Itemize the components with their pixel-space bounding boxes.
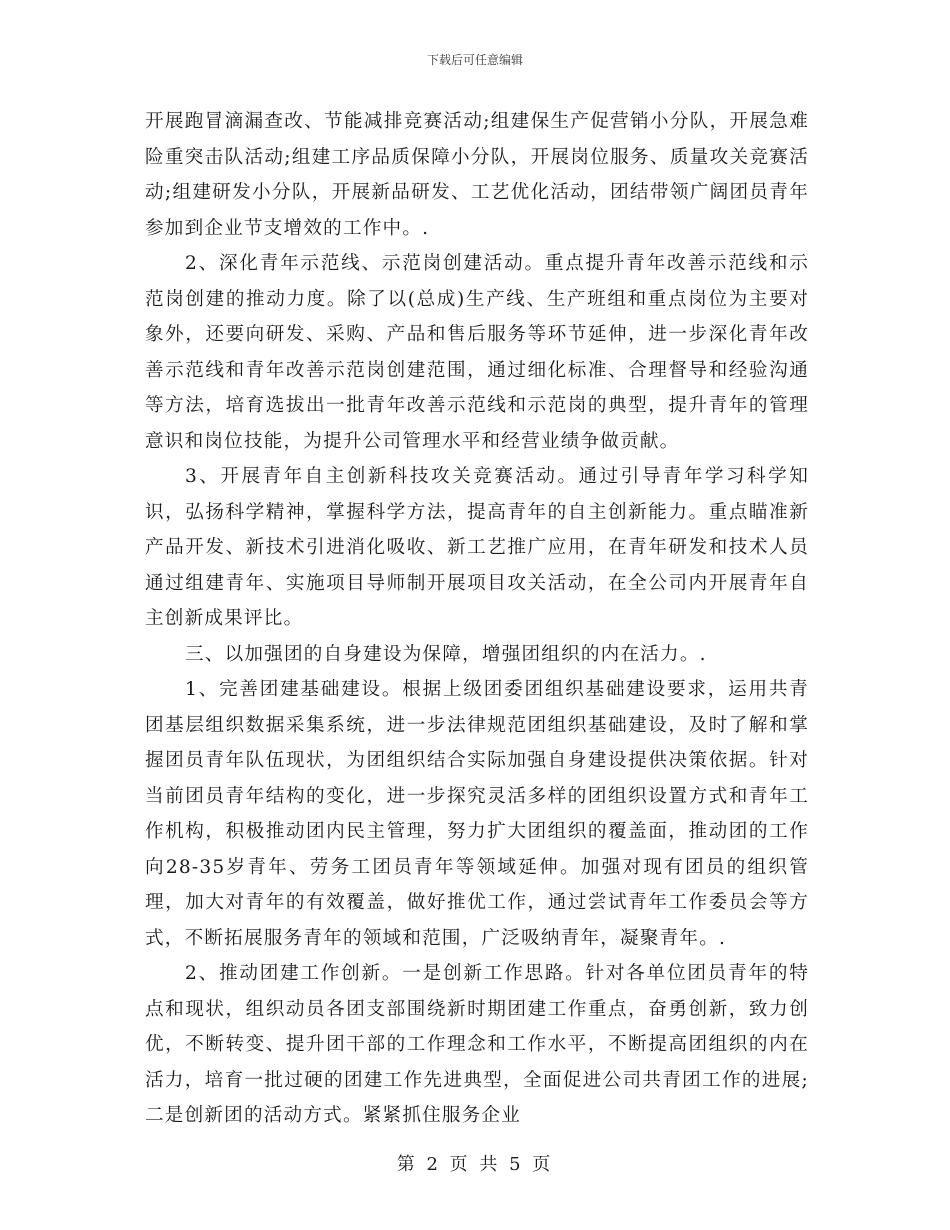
page-header: 下载后可任意编辑 bbox=[426, 53, 523, 67]
paragraph-4: 1、完善团建基础建设。根据上级团委团组织基础建设要求，运用共青团基层组织数据采集系统，进一步法律规范团组织基础建设，及时了解和掌握团员青年队伍现状，为团组织结合实际加强自身建设提供决策依据。针对当前团员青年结构的变化，进一步探究灵活多样的团组织设置方式和青年工作机构，积极推动团内民主管理，努力扩大团组织的覆盖面，推动团的工作向28-35岁青年、劳务工团员青年等领域延伸。加强对现有团员的组织管理，加大对青年的有效覆盖，做好推优工作，通过尝试青年工作委员会等方式，不断拓展服务青年的领域和范围，广泛吸纳青年，凝聚青年。. bbox=[145, 679, 809, 949]
paragraph-2: 2、深化青年示范线、示范岗创建活动。重点提升青年改善示范线和示范岗创建的推动力度。除了以(总成)生产线、生产班组和重点岗位为主要对象外，还要向研发、采购、产品和售后服务等环节延伸，进一步深化青年改善示范线和青年改善示范岗创建范围，通过细化标准、合理督导和经验沟通等方法，培育选拔出一批青年改善示范线和示范岗的典型，提升青年的管理意识和岗位技能，为提升公司管理水平和经营业绩争做贡献。 bbox=[145, 253, 809, 452]
page-number: 第 2 页 共 5 页 bbox=[396, 1154, 554, 1175]
paragraph-5: 2、推动团建工作创新。一是创新工作思路。针对各单位团员青年的特点和现状，组织动员各团支部围绕新时期团建工作重点，奋勇创新，致力创优，不断转变、提升团干部的工作理念和工作水平，不断提高团组织的内在活力，培育一批过硬的团建工作先进典型，全面促进公司共青团工作的进展;二是创新团的活动方式。紧紧抓住服务企业 bbox=[145, 963, 809, 1126]
paragraph-1: 开展跑冒滴漏查改、节能减排竞赛活动;组建保生产促营销小分队，开展急难险重突击队活动;组建工序品质保障小分队，开展岗位服务、质量攻关竞赛活动;组建研发小分队，开展新品研发、工艺优化活动，团结带领广阔团员青年参加到企业节支增效的工作中。. bbox=[145, 111, 809, 239]
document-body bbox=[145, 104, 809, 1134]
paragraph-3: 3、开展青年自主创新科技攻关竞赛活动。通过引导青年学习科学知识，弘扬科学精神，掌握科学方法，提高青年的自主创新能力。重点瞄准新产品开发、新技术引进消化吸收、新工艺推广应用，在青年研发和技术人员通过组建青年、实施项目导师制开展项目攻关活动，在全公司内开展青年自主创新成果评比。 bbox=[145, 466, 809, 629]
section-heading: 三、以加强团的自身建设为保障，增强团组织的内在活力。. bbox=[185, 643, 707, 665]
